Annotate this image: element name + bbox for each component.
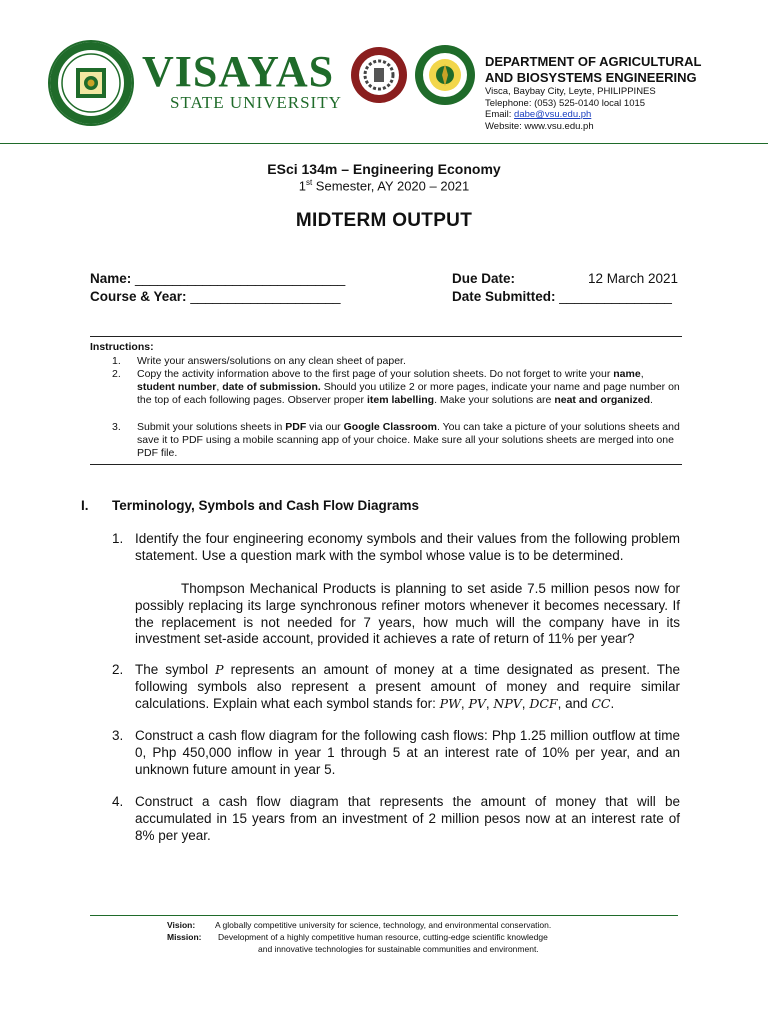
question-4: 4. Construct a cash flow diagram that represents the amount of money that will be accumulated in 15 years from an investment of 2 million pesos now at an interest rate of 8% per year. — [112, 794, 680, 843]
address: Visca, Baybay City, Leyte, PHILIPPINES — [485, 86, 656, 97]
question-1: 1. Identify the four engineering economy symbols and their values from the following problem statement. Use a question mark with the symbol whose value is to be determined. — [112, 531, 680, 563]
mission-text-1: Development of a highly competitive human resource, cutting-edge scientific knowledge — [218, 932, 548, 942]
telephone: Telephone: (053) 525-0140 local 1015 — [485, 97, 646, 109]
section-title: Terminology, Symbols and Cash Flow Diagrams — [112, 498, 420, 513]
contact-info — [485, 86, 656, 132]
instructions-bottom-rule — [90, 464, 682, 465]
name-label: Name: ____________________________ — [90, 271, 346, 286]
mission-label: Mission: — [167, 932, 202, 942]
department-name: DEPARTMENT OF AGRICULTURAL AND BIOSYSTEMS ENGINEERING — [485, 54, 702, 85]
section-number: I. — [81, 498, 89, 513]
website: Website: www.vsu.edu.ph — [485, 120, 594, 132]
email-line: Email: dabe@vsu.edu.ph — [485, 109, 592, 121]
instruction-item: 1. Write your answers/solutions on any clean sheet of paper. — [112, 355, 406, 367]
engineering-college-seal — [350, 46, 408, 104]
university-wordmark: VISAYAS — [142, 47, 335, 96]
department-seal — [414, 44, 476, 106]
document-title: MIDTERM OUTPUT — [295, 210, 473, 231]
question-3: 3. Construct a cash flow diagram for the following cash flows: Php 1.25 million outflow at time 0, Php 450,000 inflow in year 1 through 5 at an interest rate of 10% per year, and an unknown future amount in year 5. — [112, 728, 680, 777]
date-submitted-label: Date Submitted: _______________ — [452, 289, 672, 304]
university-subtitle: STATE UNIVERSITY — [170, 93, 342, 112]
instructions-top-rule — [90, 336, 682, 337]
course-title: ESci 134m – Engineering Economy — [267, 161, 501, 177]
instruction-item: 3. Submit your solutions sheets in PDF via our Google Classroom. You can take a picture of your solutions sheets and save it to PDF using a mobile scanning app of your choice. Make sure all your solutions sheets are merged into one PDF file. — [112, 421, 680, 459]
instruction-item: 2. Copy the activity information above to the first page of your solution sheets. Do not forget to write your name, student number, date of submission. Should you utilize 2 or more pages, indicate your name and page number on the top of each following pages. Observer proper item labelling. Make your solutions are neat and organized. — [112, 368, 680, 406]
due-date-label: Due Date: — [452, 271, 516, 286]
mission-text-2: and innovative technologies for sustainable communities and environment. — [258, 944, 539, 954]
header-divider — [0, 143, 768, 144]
email-link[interactable]: dabe@vsu.edu.ph — [514, 109, 592, 121]
question-2: 2. The symbol P represents an amount of money at a time designated as present. The following symbols also represent a present amount of money and require similar calculations. Explain what each symbol stands for: PW, PV, NPV, DCF, and CC. — [112, 662, 680, 711]
semester: 1st Semester, AY 2020 – 2021 — [298, 178, 470, 194]
course-year-label: Course & Year: ____________________ — [90, 289, 341, 304]
vision-text: A globally competitive university for science, technology, and environmental conservation. — [215, 920, 552, 930]
footer-divider — [90, 915, 678, 916]
instructions-title: Instructions: — [90, 341, 154, 353]
problem-statement: Thompson Mechanical Products is planning to set aside 7.5 million pesos now for possibly replacing its large synchronous refiner motors whenever it becomes necessary. If the replacement is not needed for 7 years, how much will the company have in its investment set-aside account, provided it achieves a rate of return of 11% per year? — [135, 581, 680, 647]
due-date-value: 12 March 2021 — [588, 271, 679, 286]
vsu-seal-logo — [48, 40, 134, 126]
vision-label: Vision: — [167, 920, 196, 930]
